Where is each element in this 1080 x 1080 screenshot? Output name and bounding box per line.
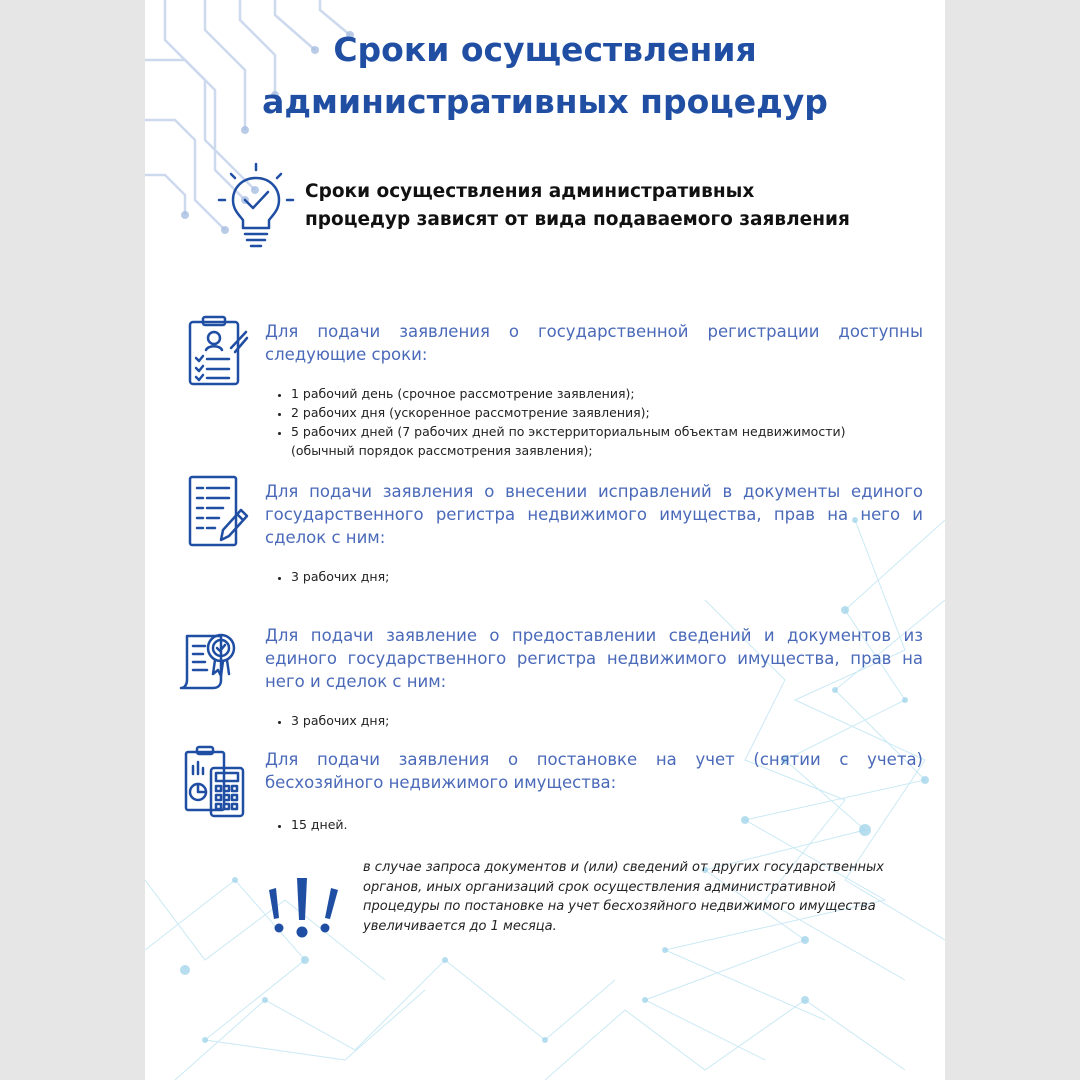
list-item: • 5 рабочих дней (7 рабочих дней по экстерриториальным объектам недвижимости) (обычный порядок рассмотрения заявления);	[291, 422, 911, 460]
certificate-icon	[177, 622, 239, 698]
subtitle	[305, 178, 925, 234]
title-line-2: административных процедур	[262, 82, 828, 121]
subtitle-line-2: процедур зависят от вида подаваемого заявления	[305, 209, 850, 230]
list-item: • 15 дней.	[291, 815, 911, 834]
lightbulb-check-icon	[217, 160, 295, 252]
note-text: в случае запроса документов и (или) сведений от других государственных органов, иных организаций срок осуществления административной процедуры по постановке на учет бесхозяйного недвижимого имущества увеличивается до 1 месяца.	[363, 860, 884, 934]
deadline-list	[275, 567, 911, 586]
deadline-list	[275, 384, 911, 460]
document-page	[145, 0, 945, 1080]
clipboard-checklist-icon	[187, 314, 249, 390]
list-item: • 3 рабочих дня;	[291, 711, 911, 730]
subtitle-line-1: Сроки осуществления административных	[305, 181, 755, 202]
section-heading: Для подачи заявления о государственной регистрации доступны следующие сроки:	[265, 322, 923, 364]
page-title	[205, 24, 885, 128]
document-edit-icon	[187, 474, 249, 550]
title-line-1: Сроки осуществления	[333, 30, 757, 69]
section-heading: Для подачи заявления о внесении исправлений в документы единого государственного регистра недвижимого имущества, прав на него и сделок с ним:	[265, 482, 923, 547]
exclamation-marks-icon	[255, 874, 351, 946]
deadline-list	[275, 815, 911, 834]
list-item: • 2 рабочих дня (ускоренное рассмотрение заявления);	[291, 403, 911, 422]
list-item: • 3 рабочих дня;	[291, 567, 911, 586]
section-heading: Для подачи заявление о предоставлении сведений и документов из единого государственного регистра недвижимого имущества, прав на него и сделок с ним:	[265, 626, 923, 691]
list-item: • 1 рабочий день (срочное рассмотрение заявления);	[291, 384, 911, 403]
deadline-list	[275, 711, 911, 730]
section-heading: Для подачи заявления о постановке на учет (снятии с учета) бесхозяйного недвижимого имущества:	[265, 750, 923, 792]
content	[145, 0, 945, 1080]
calculator-report-icon	[183, 744, 245, 820]
